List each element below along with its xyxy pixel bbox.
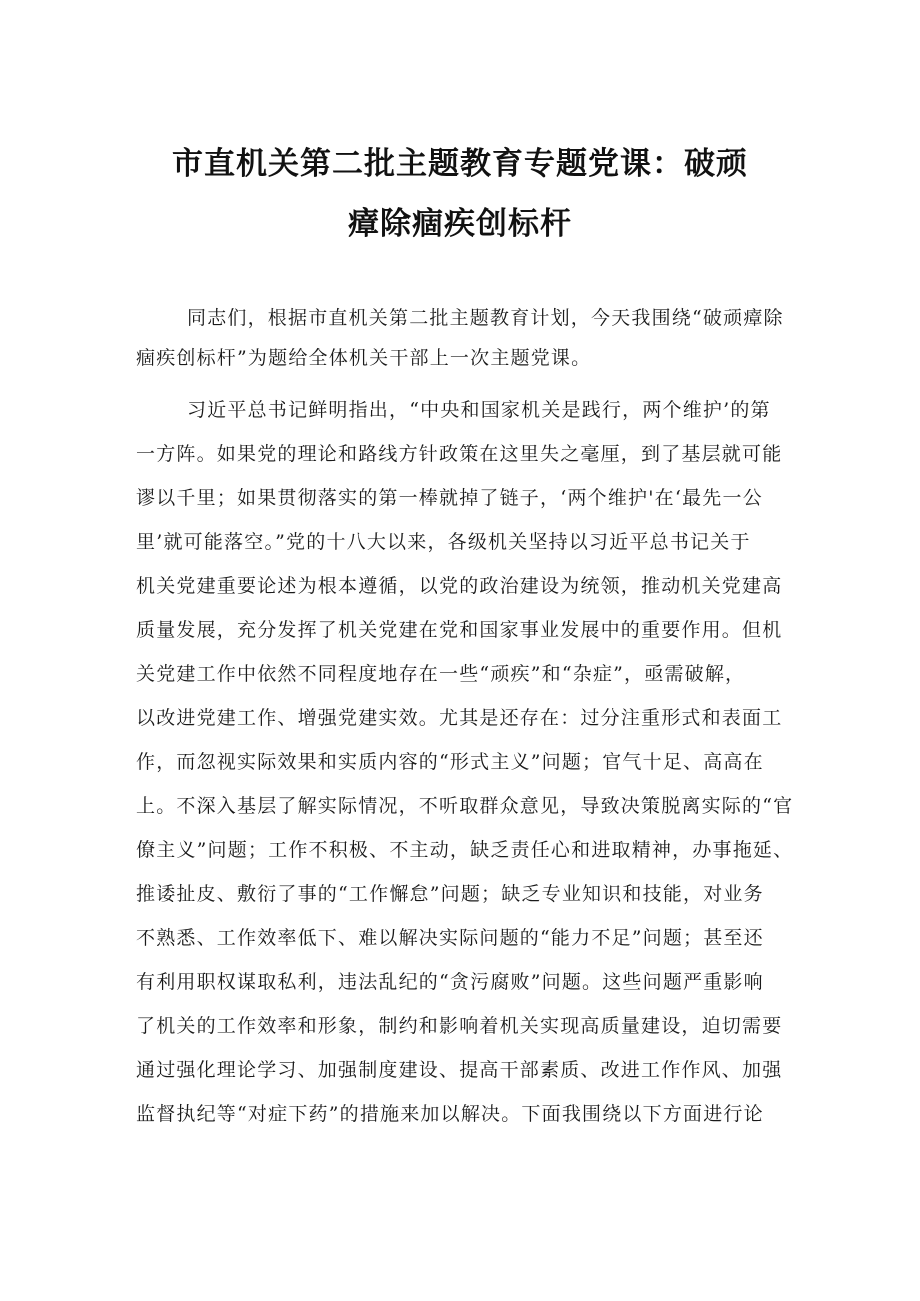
paragraph-line: 痼疾创标杆”为题给全体机关干部上一次主题党课。 (136, 347, 592, 369)
paragraph-line: 关党建工作中依然不同程度地存在一些“顽疾”和“杂症”，亟需破解， (136, 663, 746, 685)
paragraph-line: 同志们，根据市直机关第二批主题教育计划，今天我围绕“破顽瘴除 (187, 307, 784, 329)
document-title-line-2: 瘴除痼疾创标杆 (348, 206, 572, 242)
paragraph-line: 推诿扯皮、敷衍了事的“工作懈怠”问题；缺乏专业知识和技能，对业务 (136, 883, 764, 905)
paragraph-line: 不熟悉、工作效率低下、难以解决实际问题的“能力不足”问题；甚至还 (136, 927, 764, 949)
paragraph-line: 以改进党建工作、增强党建实效。尤其是还存在：过分注重形式和表面工 (136, 707, 783, 729)
paragraph-line: 作，而忽视实际效果和实质内容的“形式主义”问题；官气十足、高高在 (136, 751, 764, 773)
paragraph-line: 僚主义”问题；工作不积极、不主动，缺乏责任心和进取精神，办事拖延、 (136, 839, 794, 861)
paragraph-line: 里’就可能落空。”党的十八大以来，各级机关坚持以习近平总书记关于 (136, 531, 751, 553)
paragraph-line: 通过强化理论学习、加强制度建设、提高干部素质、改进工作作风、加强 (136, 1059, 783, 1081)
paragraph-line: 机关党建重要论述为根本遵循，以党的政治建设为统领，推动机关党建高 (136, 575, 783, 597)
document-title-line-1: 市直机关第二批主题教育专题党课：破顽 (172, 146, 748, 182)
paragraph-line: 有利用职权谋取私利，违法乱纪的“贪污腐败”问题。这些问题严重影响 (136, 971, 764, 993)
paragraph-line: 一方阵。如果党的理论和路线方针政策在这里失之毫厘，到了基层就可能 (136, 443, 783, 465)
paragraph-line: 上。不深入基层了解实际情况，不听取群众意见，导致决策脱离实际的“官 (136, 795, 794, 817)
paragraph-line: 监督执纪等“对症下药”的措施来加以解决。下面我围绕以下方面进行论 (136, 1103, 764, 1125)
paragraph-line: 了机关的工作效率和形象，制约和影响着机关实现高质量建设，迫切需要 (136, 1015, 783, 1037)
paragraph-line: 谬以千里；如果贯彻落实的第一棒就掉了链子，‘两个维护'在‘最先一公 (136, 487, 763, 509)
paragraph-line: 质量发展，充分发挥了机关党建在党和国家事业发展中的重要作用。但机 (136, 619, 783, 641)
paragraph-line: 习近平总书记鲜明指出，“中央和国家机关是践行，两个维护’的第 (187, 399, 771, 421)
